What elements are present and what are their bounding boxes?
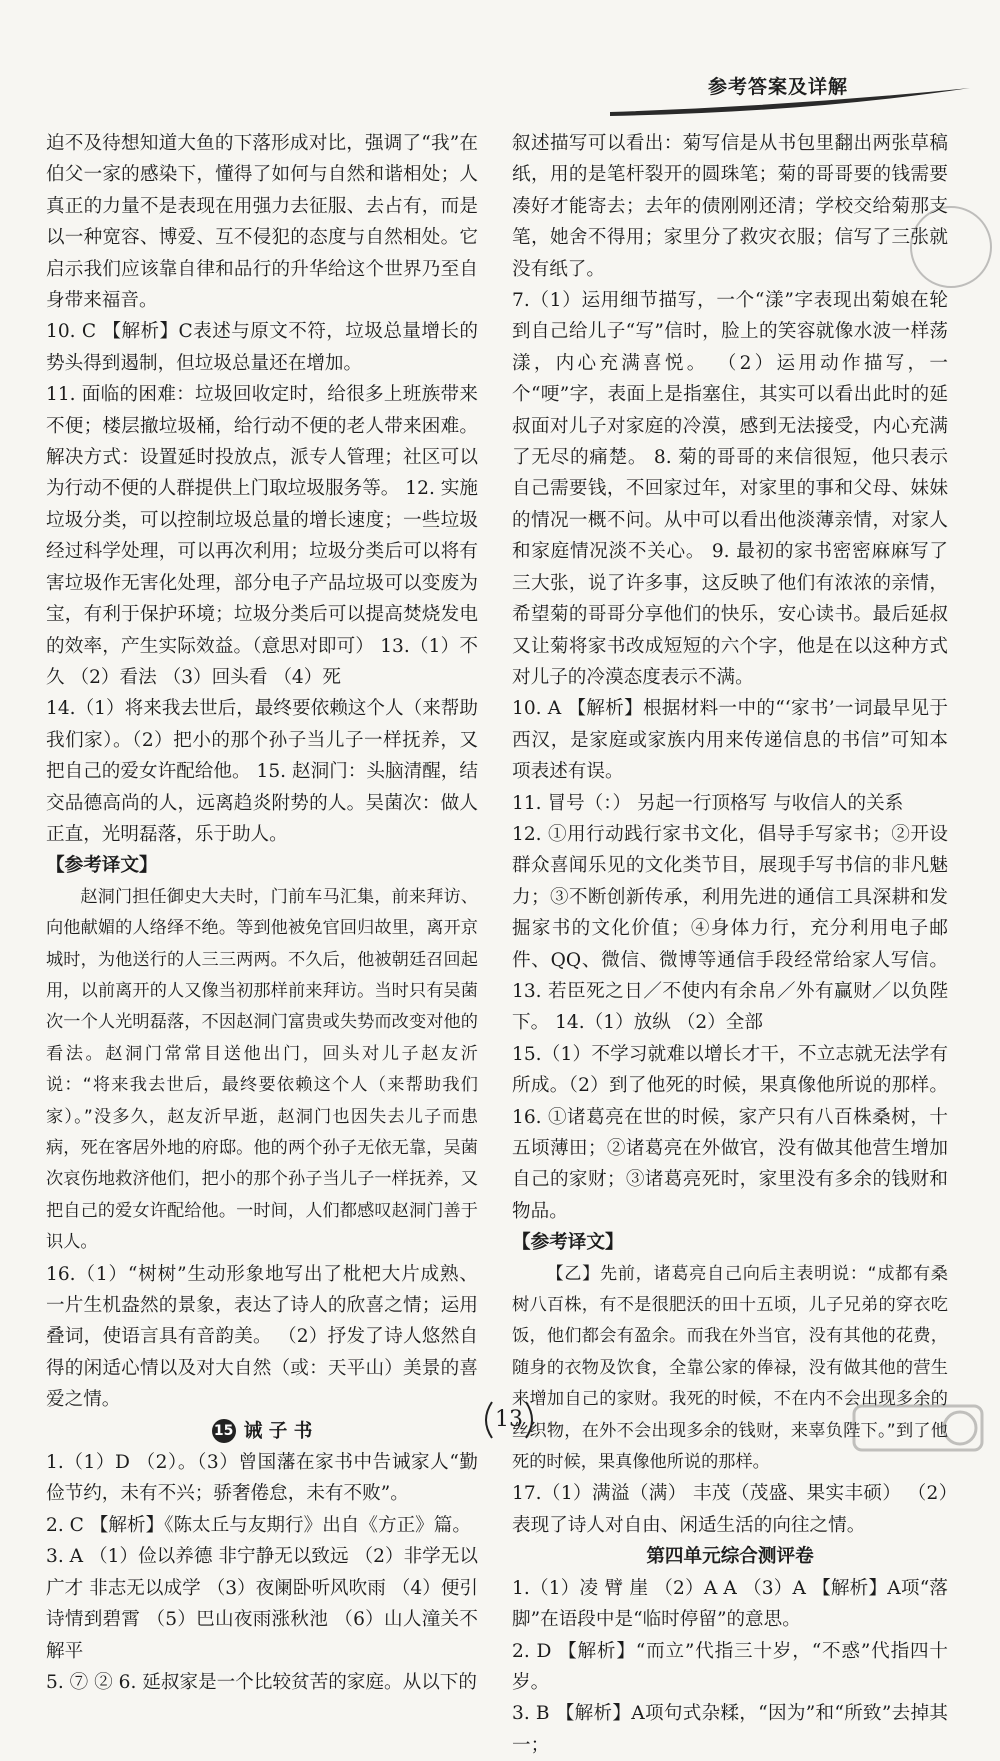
answer-15-16: 15.（1）不学习就难以增长才干，不立志就无法学有所成。（2）到了他死的时候，果真像他所说的那样。 16. ①诸葛亮在世的时候，家产只有八百株桑树，十五顷薄田；②诸葛亮在外做官，没有做其他营生增加自己的家财；③诸葛亮死时，家里没有多余的钱财和物品。 — [512, 1043, 948, 1222]
answer-1: 1.（1）凌 臂 崖 （2）A A （3）A 【解析】A项“落脚”在语段中是“临时停留”的意思。 — [512, 1577, 948, 1631]
reference-translation-heading: 【参考译文】 — [512, 1232, 624, 1254]
right-column — [512, 128, 948, 1761]
paragraph: 叙述描写可以看出：菊写信是从书包里翻出两张草稿纸，用的是笔杆裂开的圆珠笔；菊的哥哥要的钱需要凑好才能寄去；去年的债刚刚还清；学校交给菊那支笔，她舍不得用；家里分了救灾衣服；信写了三张就没有纸了。 — [512, 133, 948, 280]
reference-translation-heading: 【参考译文】 — [46, 855, 158, 877]
answer-10: 10. A 【解析】根据材料一中的“‘家书’一词最早见于西汉，是家庭或家族内用来传递信息的书信”可知本项表述有误。 — [512, 698, 948, 783]
answer-12-14: 12. ①用行动践行家书文化，倡导手写家书；②开设群众喜闻乐见的文化类节目，展现手写书信的非凡魅力；③不断创新传承，利用先进的通信工具深耕和发掘家书的文化价值；④身体力行，充分利用电子邮件、QQ、微信、微博等通信手段经常给家人写信。 13. 若臣死之日／不使内有余帛／外有赢财／以负陛下。 14.（1）放纵 （2）全部 — [512, 823, 948, 1034]
answer-7-9: 7.（1）运用细节描写，一个“漾”字表现出菊娘在轮到自己给儿子“写”信时，脸上的笑容就像水波一样荡漾，内心充满喜悦。 （2）运用动作描写，一个“哽”字，表面上是指塞住，其实可以看出此时的延叔面对儿子对家庭的冷漠，感到无法接受，内心充满了无尽的痛楚。 8. 菊的哥哥的来信很短，他只表示自己需要钱，不回家过年，对家里的事和父母、妹妹的情况一概不问。从中可以看出他淡薄亲情，对家人和家庭情况淡不关心。 9. 最初的家书密密麻麻写了三大张，说了许多事，这反映了他们有浓浓的亲情，希望菊的哥哥分享他们的快乐，安心读书。最后延叔又让菊将家书改成短短的六个字，他是在以这种方式对儿子的冷漠态度表示不满。 — [512, 290, 948, 688]
watermark-logo — [848, 1400, 988, 1464]
answer-10: 10. C 【解析】C表述与原文不符，垃圾总量增长的势头得到遏制，但垃圾总量还在增加。 — [46, 321, 478, 374]
answer-17: 17.（1）满溢（满） 丰茂（茂盛、果实丰硕） （2）表现了诗人对自由、闲适生活的向往之情。 — [512, 1483, 948, 1536]
header-title: 参考答案及详解 — [708, 76, 849, 98]
unit-test-title: 第四单元综合测评卷 — [646, 1546, 814, 1568]
answer-11: 11. 冒号（：） 另起一行顶格写 与收信人的关系 — [512, 792, 904, 814]
answer-3: 3. B 【解析】A项句式杂糅，“因为”和“所致”去掉其一； — [512, 1703, 948, 1756]
section-title-text: 诫 子 书 — [243, 1420, 313, 1442]
reference-translation: 【乙】先前，诸葛亮自己向后主表明说：“成都有桑树八百株，有不是很肥沃的田十五顷，儿子兄弟的穿衣吃饭，他们都会有盈余。而我在外当官，没有其他的花费，随身的衣物及饮食，全靠公家的俸禄，没有做其他的营生来增加自己的家财。我死的时候，不在内不会出现多余的丝织物，在外不会出现多余的钱财，来辜负陛下。”到了他死的时候，果真像他所说的那样。 — [512, 1263, 948, 1473]
section-number-badge: 15 — [212, 1419, 236, 1443]
left-column — [46, 128, 478, 1698]
answer-14-15: 14.（1）将来我去世后，最终要依赖这个人（来帮助我们家）。（2）把小的那个孙子当儿子一样抚养，又把自己的爱女许配给他。 15. 赵洞门：头脑清醒，结交品德高尚的人，远离趋炎附势的人。吴菌次：做人正直，光明磊落，乐于助人。 — [46, 698, 478, 845]
page-number-frame — [478, 1398, 540, 1442]
answer-5-6: 5. ⑦ ② 6. 延叔家是一个比较贫苦的家庭。从以下的 — [46, 1671, 477, 1693]
answer-1: 1.（1）D （2）。（3）曾国藩在家书中告诫家人“勤俭节约，未有不兴；骄奢倦怠，未有不败”。 — [46, 1452, 478, 1505]
answer-16: 16.（1）“树树”生动形象地写出了枇杷大片成熟、一片生机盎然的景象，表达了诗人的欣喜之情；运用叠词，使语言具有音韵美。 （2）抒发了诗人悠然自得的闲适心情以及对大自然（或：天平山）美景的喜爱之情。 — [46, 1263, 478, 1411]
answer-2: 2. D 【解析】“而立”代指三十岁，“不惑”代指四十岁。 — [512, 1640, 948, 1693]
page-number: 13 — [495, 1407, 523, 1432]
reference-translation: 赵洞门担任御史大夫时，门前车马汇集，前来拜访、向他献媚的人络绎不绝。等到他被免官回归故里，离开京城时，为他送行的人三三两两。不久后，他被朝廷召回起用，以前离开的人又像当初那样前来拜访。当时只有吴菌次一个人光明磊落，不因赵洞门富贵或失势而改变对他的看法。赵洞门常常目送他出门，回头对儿子赵友沂说：“将来我去世后，最终要依赖这个人（来帮助我们家）。”没多久，赵友沂早逝，赵洞门也因失去儿子而患病，死在客居外地的府邸。他的两个孙子无依无靠，吴菌次哀伤地救济他们，把小的那个孙子当儿子一样抚养，又把自己的爱女许配给他。一时间，人们都感叹赵洞门善于识人。 — [46, 886, 478, 1253]
answer-11-13: 11. 面临的困难：垃圾回收定时，给很多上班族带来不便；楼层撤垃圾桶，给行动不便的老人带来困难。 解决方式：设置延时投放点，派专人管理；社区可以为行动不便的人群提供上门取垃圾服务等。 12. 实施垃圾分类，可以控制垃圾总量的增长速度；一些垃圾经过科学处理，可以再次利用；垃圾分类后可以将有害垃圾作无害化处理，部分电子产品垃圾可以变废为宝，有利于保护环境；垃圾分类后可以提高焚烧发电的效率，产生实际效益。（意思对即可） 13.（1）不久 （2）看法 （3）回头看 （4）死 — [46, 384, 478, 688]
header-swoosh-decoration — [610, 86, 970, 116]
paragraph: 迫不及待想知道大鱼的下落形成对比，强调了“我”在伯父一家的感染下，懂得了如何与自然和谐相处；人真正的力量不是表现在用强力去征服、去占有，而是以一种宽容、博爱、互不侵犯的态度与自然相处。它启示我们应该靠自律和品行的升华给这个世界乃至自身带来福音。 — [46, 133, 478, 312]
section-title — [46, 1416, 478, 1447]
answer-2: 2. C 【解析】《陈太丘与友期行》出自《方正》篇。 — [46, 1514, 471, 1536]
answer-3: 3. A （1）俭以养德 非宁静无以致远 （2）非学无以广才 非志无以成学 （3）夜阑卧听风吹雨 （4）便引诗情到碧霄 （5）巴山夜雨涨秋池 （6）山人潼关不解平 — [46, 1546, 478, 1662]
